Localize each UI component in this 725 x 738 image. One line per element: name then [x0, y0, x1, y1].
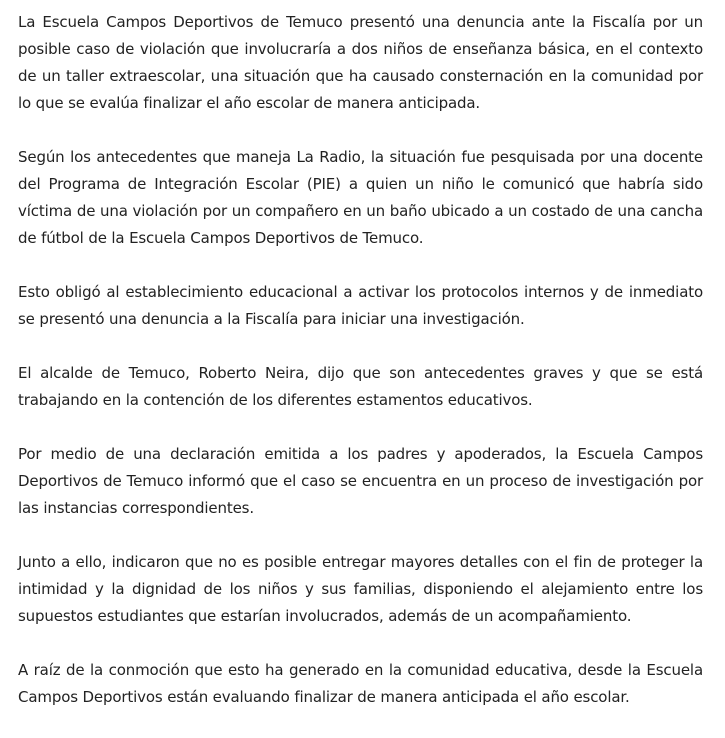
article-paragraph: El alcalde de Temuco, Roberto Neira, dijo que son antecedentes graves y que se está trabajando en la contención de los diferentes estamentos educativos.: [18, 364, 703, 409]
article-body: [18, 9, 703, 738]
article-paragraph: Junto a ello, indicaron que no es posible entregar mayores detalles con el fin de proteger la intimidad y la dignidad de los niños y sus familias, disponiendo el alejamiento entre los supuestos estudiantes que estarían involucrados, además de un acompañamiento.: [18, 553, 703, 625]
article-paragraph: Según los antecedentes que maneja La Radio, la situación fue pesquisada por una docente del Programa de Integración Escolar (PIE) a quien un niño le comunicó que habría sido víctima de una violación por un compañero en un baño ubicado a un costado de una cancha de fútbol de la Escuela Campos Deportivos de Temuco.: [18, 148, 703, 247]
article-paragraph: Esto obligó al establecimiento educacional a activar los protocolos internos y de inmediato se presentó una denuncia a la Fiscalía para iniciar una investigación.: [18, 283, 703, 328]
article-paragraph: A raíz de la conmoción que esto ha generado en la comunidad educativa, desde la Escuela Campos Deportivos están evaluando finalizar de manera anticipada el año escolar.: [18, 661, 703, 706]
article-paragraph: Por medio de una declaración emitida a los padres y apoderados, la Escuela Campos Deportivos de Temuco informó que el caso se encuentra en un proceso de investigación por las instancias correspondientes.: [18, 445, 703, 517]
article-paragraph: La Escuela Campos Deportivos de Temuco presentó una denuncia ante la Fiscalía por un posible caso de violación que involucraría a dos niños de enseñanza básica, en el contexto de un taller extraescolar, una situación que ha causado consternación en la comunidad por lo que se evalúa finalizar el año escolar de manera anticipada.: [18, 13, 703, 112]
